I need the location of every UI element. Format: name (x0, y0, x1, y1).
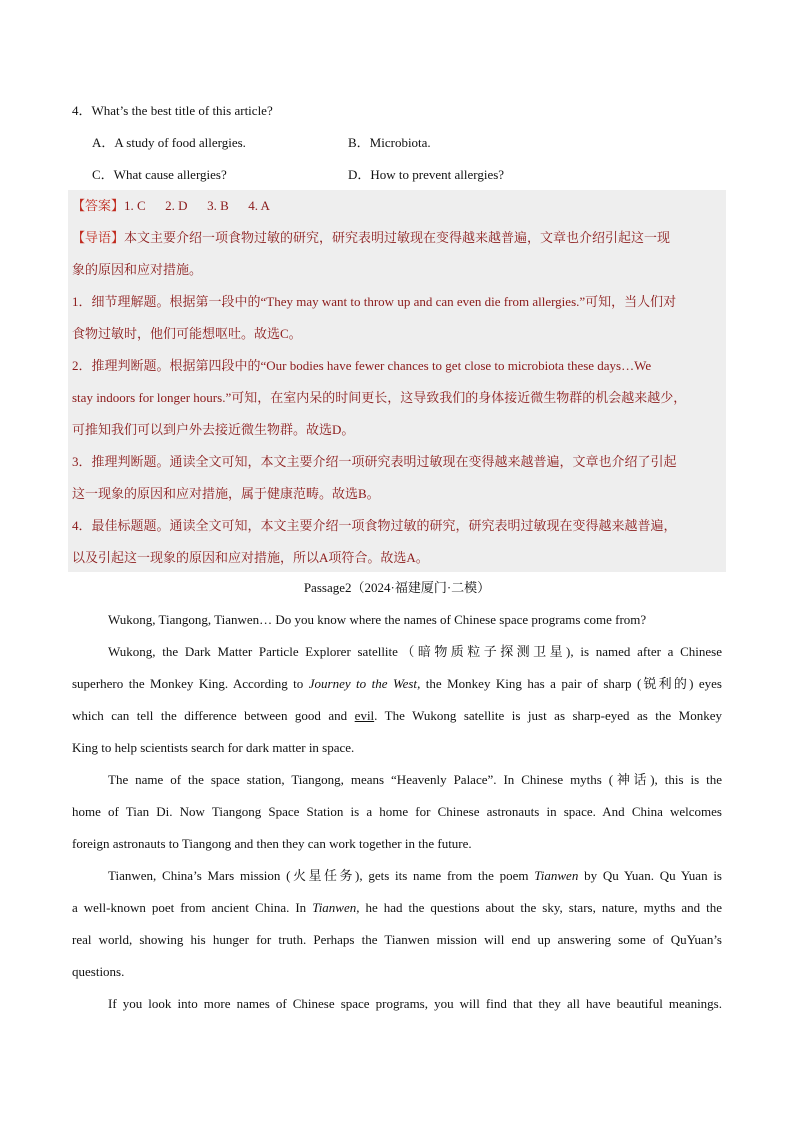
explanation-2-line-3: 可推知我们可以到户外去接近微生物群。故选D。 (72, 422, 355, 437)
poem-title: Tianwen (312, 900, 357, 915)
option-d: D．How to prevent allergies? (348, 167, 505, 182)
paragraph-1: Wukong, Tiangong, Tianwen… Do you know where the names of Chinese space programs come from? (108, 612, 647, 627)
text-run: . The Wukong satellite is just as sharp-eyed as the Monkey (374, 708, 722, 723)
text-run: superhero the Monkey King. According to (72, 676, 309, 691)
explanation-4-line-1: 4．最佳标题题。通读全文可知，本文主要介绍一项食物过敏的研究，研究表明过敏现在变得越来越普遍， (72, 518, 677, 533)
explanation-1-line-1: 1．细节理解题。根据第一段中的“They may want to throw up and can even die from allergies.”可知，当人们对 (72, 294, 677, 309)
explanation-1-line-2: 食物过敏时，他们可能想呕吐。故选C。 (72, 326, 302, 341)
text-run: , he had the questions about the sky, stars, nature, myths and the (356, 900, 723, 915)
paragraph-4-line-4: questions. (72, 964, 125, 979)
paragraph-3-line-1: The name of the space station, Tiangong, means “Heavenly Palace”. In Chinese myths (神话), this is the (108, 772, 722, 787)
guide-tag: 【导语】 (72, 230, 125, 245)
options-row-2 (72, 153, 732, 185)
explanation-2-line-1: 2．推理判断题。根据第四段中的“Our bodies have fewer chances to get close to microbiota these days…We (72, 358, 652, 373)
paragraph-4-line-3: real world, showing his hunger for truth. Perhaps the Tianwen mission will end up answering some of QuYuan’s (72, 932, 722, 947)
paragraph-4-line-2 (72, 898, 722, 918)
underlined-word: evil (354, 708, 375, 723)
answer-explanation-box (68, 190, 726, 572)
guide-line-1 (72, 228, 720, 248)
explanation-2-line-2: stay indoors for longer hours.”可知，在室内呆的时间更长，这导致我们的身体接近微生物群的机会越来越少， (72, 390, 687, 405)
book-title: Journey to the West (308, 676, 418, 691)
passage-title: Passage2（2024·福建厦门·二模） (303, 580, 491, 595)
text-run: a well-known poet from ancient China. In (72, 900, 313, 915)
answer-key: 1. C 2. D 3. B 4. A (124, 198, 270, 213)
paragraph-2-line-3 (72, 706, 722, 726)
question-stem: 4．What’s the best title of this article? (72, 103, 273, 118)
paragraph-4-line-1 (108, 866, 722, 886)
guide-line-2: 象的原因和应对措施。 (72, 262, 203, 277)
text-run: , the Monkey King has a pair of sharp (锐利的) eyes (417, 676, 722, 691)
paragraph-2-line-1: Wukong, the Dark Matter Particle Explorer satellite（暗物质粒子探测卫星), is named after a Chinese (108, 644, 722, 659)
paragraph-2-line-4: King to help scientists search for dark matter in space. (72, 740, 355, 755)
answer-tag: 【答案】 (72, 198, 125, 213)
explanation-3-line-2: 这一现象的原因和应对措施，属于健康范畴。故选B。 (72, 486, 380, 501)
paragraph-2-line-2 (72, 674, 722, 694)
option-b: B．Microbiota. (348, 135, 431, 150)
paragraph-3-line-3: foreign astronauts to Tiangong and then they can work together in the future. (72, 836, 472, 851)
explanation-4-line-2: 以及引起这一现象的原因和应对措施，所以A项符合。故选A。 (72, 550, 429, 565)
question-4 (72, 101, 732, 185)
explanation-3-line-1: 3．推理判断题。通读全文可知，本文主要介绍一项研究表明过敏现在变得越来越普遍，文章也介绍了引起 (72, 454, 677, 469)
text-run: by Qu Yuan. Qu Yuan is (578, 868, 722, 883)
paragraph-5-line-1: If you look into more names of Chinese space programs, you will find that they all have beautiful meanings. (108, 996, 722, 1011)
options-row-1 (72, 121, 732, 153)
text-run: which can tell the difference between good and (72, 708, 355, 723)
paragraph-3-line-2: home of Tian Di. Now Tiangong Space Station is a home for Chinese astronauts in space. And China welcomes (72, 804, 722, 819)
text-run: Tianwen, China’s Mars mission (火星任务), gets its name from the poem (108, 868, 535, 883)
guide-text: 本文主要介绍一项食物过敏的研究，研究表明过敏现在变得越来越普遍，文章也介绍引起这一现 (124, 230, 671, 245)
option-c: C．What cause allergies? (92, 167, 227, 182)
poem-title: Tianwen (534, 868, 579, 883)
answer-line (72, 196, 720, 216)
option-a: A．A study of food allergies. (92, 135, 246, 150)
